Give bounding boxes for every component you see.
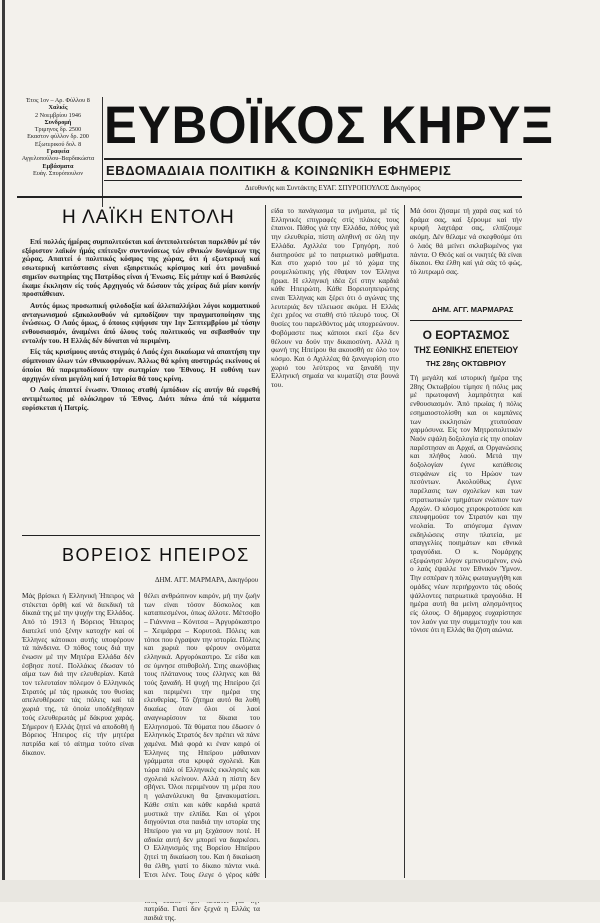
celebration-body (410, 374, 522, 877)
side-article-text: Μά όσοι ζήσαμε τή χαρά σας καί τό δράμα σας, καί ξέρουμε καί τήν κρυφή λαχτάρα σας, ελπίζουμε ακόμη. Δέν θέλαμε νά σκεφθούμε ότι ό λαός θά μείνει σκλαβωμένος για πάντα. Ο Θεός καί οι νικητές θά είναι δίκαιοι. Θα έλθη καί γιά σάς τό φώς, τό λυτρωμό σας. (410, 206, 522, 276)
city: Χαλκίς (48, 104, 68, 112)
main-article-paragraph: Είς τάς κρισίμους αυτάς στιγμάς ό Λαός έχει δικαίωμα νά απαιτήση την σύμπνοιαν όλων τών εθνικοφρόνων. Άλλως θά κρίνη αυστηρώς εκείνους οί όποίοι θά παρεμποδίσουν την σωτηρίαν του Έθνους. Η ευθύνη των αρχηγών είναι μεγάλη καί ή Ιστορία θά τους κρίνη. (22, 347, 260, 383)
masthead-title: ΕΥΒΟΪΚΟΣ ΚΗΡΥΞ (104, 96, 555, 155)
side-article-signature: ΔΗΜ. ΑΓΓ. ΜΑΡΜΑΡΑΣ (432, 305, 514, 314)
celebration-title-line1: Ο ΕΟΡΤΑΣΜΟΣ (422, 328, 510, 342)
section-divider (22, 535, 260, 536)
epirus-column-3 (271, 207, 399, 877)
editor-line: Διευθυνής και Συντάκτης ΕΥΑΓ. ΣΠΥΡΟΠΟΥΛΟΣ Δικηγόρος (245, 184, 421, 192)
remittances-name: Ευάγ. Σπυρόπουλον (32, 169, 84, 177)
header-bottom-rule (17, 196, 522, 198)
masthead-subtitle: ΕΒΔΟΜΑΔΙΑΙΑ ΠΟΛΙΤΙΚΗ & ΚΟΙΝΩΝΙΚΗ ΕΦΗΜΕΡΙΣ (106, 163, 452, 178)
subtitle-rule (104, 180, 522, 181)
main-article-paragraph: Επί πολλάς ήμέρας συμπολιτεύεται καί άντιπολιτεύεται παρελθόν μέ τόν εξόριστον λαϊκόν ήμάς επίτευξιν συντονίσεως τών εθνικών δυνάμεων της χώρας. Απαιτεί ό πολιτικός κόσμος της χώρας, ότι ή εξωτερική καί εσωτερική κατάστασις είναι εξαιρετικώς κρίσιμος καί ότι μοναδικό σημεϊον σωτηρίας της Πατρίδος είναι ή Ένωσις. Είς μάτην καί ό Βασιλεύς έκαμε έκκλησιν είς τούς Αρχηγούς νά δώσουν τάς χείρας διά μίαν κοινήν προσπάθειαν. (22, 237, 260, 299)
celebration-title-line2: ΤΗΣ ΕΘΝΙΚΗΣ ΕΠΕΤΕΙΟΥ (413, 345, 519, 355)
masthead-rule (104, 158, 522, 160)
main-article-paragraph: Ο Λαός άπαιτεί ένωσιν. Όποιος σταθή έμπόδιον είς αυτήν θά ευρεθή αντιμέτωπος μέ ολόκληρον τό Έθνος. Διότι πάνω άπό τά κόμματα ευρίσκεται ή Πατρίς. (22, 385, 260, 412)
column-rule (139, 592, 140, 878)
epirus-column-1-text: Μάς βρίσκει ή Ελληνική Ήπειρος νά στέκεται όρθή καί νά διεκδική τά δίκαιά της μέ την ψυχήν της Ελλάδος. Από τό 1913 ή Βόρειος Ήπειρος διατελεί υπό ξένην κατοχήν καί οί Έλληνες κάτοικοι αυτής υποφέρουν τά πάνδεινα. Ο πόθος τους διά την ένωσιν μέ την Μητέρα Ελλάδα δέν έσβησε ποτέ. Πολλάκις έδωσαν τό αίμα των διά την ελευθερίαν. Κατά τον τελευταίον πόλεμον ό Ελληνικός Στρατός μέ τάς ηρωικάς του θυσίας απελευθέρωσε τάς πόλεις καί τά χωριά της, τά όποία υποδέχθησαν τούς ελευθερωτάς μέ δάκρυα χαράς. Σήμερον ή Ελλάς ζητεί νά αποδοθή ή Βόρειος Ήπειρος είς τήν μητέρα πατρίδα καί τό αίτημα τούτο είναι δίκαιον. (22, 591, 134, 757)
epirus-column-3-text: είδα το πανάγιασμα τα μνήματα, μέ τίς Ελληνικές επιγραφές στίς πλάκες τους έπαινοι. Πάθος γιά την Ελλάδα, πόθος γιά την ελευθερία, πίστη αληθινή σε όλη την Ελλάδα. Αχιλλέα του Γρηγόρη, πού διατηρούσε μέ το πατριωτικό μαθήματα. Και στο χωριό του μέ τό χώμα της ρουμελιώτικης γής έθαψαν τον Έλληνα ήρωα. Η ελληνική ιδέα ζεί στην καρδιά κάθε Ηπειρώτη. Κάθε Βορειοηπειρώτης ειναι Έλληνας και ξέρει ότι ό αγώνας της λευτεριάς δεν τέλειωσε ακόμα. Η Ελλάς έχει χρέος να σταθή στό πλευρό τους. Οί θυσίες του παρελθόντος μάς υποχρεώνουν. Φοβόμαστε πως κάποιοι εκεί έξω δεν θέλουν να δούν την δικαιοσύνη. Αλλά η φωνή της Ηπείρου θα ακουσθή σε όλο τον κόσμο. Και ό Αχιλλέας θά ξαναγυρίση στο χωριό του λεύτερος να ξαναδή την Ελληνική σημαία να κυματίζη στα βουνά του. (271, 206, 399, 390)
celebration-text: Τή μεγάλη καί ιστορική ήμέρα της 28ης Οκτωβρίου τίμησε ή πόλις μας μέ πρωτοφανή λαμπρότητα καί ενθουσιασμόν. Άπό πρωίας ή πόλις εσημαιοστολίσθη και οι καμπάνες των εκκλησιών χτυπούσαν χαρμόσυνα. Είς τον Μητροπολιτικόν Ναόν εψάλη δοξολογία είς την οποίαν παρέστησαν αι Αρχαί, αι Οργανώσεις και πλήθος λαού. Μετά την δοξολογίαν έγινε κατάθεσις στεφάνων είς το Ηρώον των πεσόντων. Ακολούθως έγινε παρέλασις των σχολείων και των στρατιωτικών τμημάτων ενώπιον των Αρχών. Ο κόσμος χειροκροτούσε και επευφημούσε τον Στρατόν και την νεολαία. Το απόγευμα έγιναν εκδηλώσεις στην πλατεία, με απαγγελίες ποιημάτων και εθνικά τραγούδια. Ο κ. Νομάρχης εξεφώνησε λόγον εμπνευσμένον, ενώ ο λαός έψαλλε τον Εθνικόν Ύμνον. Την εσπέραν η πόλις φωταγωγήθη και ομάδες νέων περιήρχοντο τάς οδούς ψάλλοντες πατριωτικά τραγούδια. Η ημέρα αυτή θα μείνη αλησμόνητος είς όλους. Ο δήμαρχος ευχαρίστησε τον λαόν για την συμμετοχήν του και τόνισε ότι η Ελλάς θα ζήση αιώνια. (410, 373, 522, 635)
subscription-quarterly: Τριμηνος δρ. 2500 (34, 126, 82, 134)
column-rule (404, 205, 405, 878)
info-box (17, 97, 103, 207)
side-article-body (410, 207, 522, 297)
offices-label: Γραφεία (46, 148, 70, 156)
main-article-body (22, 238, 260, 528)
epirus-column-2-text: θέλει ανθρώπινον καιρόν, μή την ζωήν των είναι τόσον δύσκολος και καταπιεσμένοι, όπως άλλοτε. Μέτσοβο – Γιάννινα – Κόνιτσα – Άργυρόκαστρο – Χειμάρρα – Κορυτσά. Πόλεις και τόποι που έγραψαν την ιστορία. Πόλεις και χωριά που φέρουν ονόματα ελληνικά. Αργυρόκαστρο. Σε είδα και σε ύμνησε σπιθοβολή. Στης αιωνόβιας τους πλάτανους τους έλληνες και θά τούς ξαναδή. Η ψυχή της Ηπείρου ζεί και περιμένει την ημέρα της ελευθερίας. Τό ζήτημα αυτό θα λυθή δικαίως όταν όλοι οί λαοί αναγνωρίσουν τα δίκαια του Ελληνισμού. Τά θύματα που έδωσεν ό Ελληνικός Στρατός δεν πρέπει νά πάνε χαμένα. (144, 591, 260, 748)
celebration-title-line3: ΤΗΣ 28ης ΟΚΤΩΒΡΙΟΥ (425, 359, 507, 368)
subscription-abroad: Εξωτερικού δολ. 8 (34, 140, 82, 148)
epirus-column-4-text: Μιά φορά κι έναν καιρό οί Έλληνες της Ηπείρου μάθαιναν γράμματα στα κρυφά σχολειά. Και τώρα πάλι οί Ελληνικές εκκλησιές και σχολειά κλείνουν. Αλλά η πίστη δεν σβήνει. Όλοι περιμένουν τη μέρα που η γαλανόλευκη θα ξανακυματίσει. Κάθε σπίτι και κάθε καρδιά κρατά μυστικά την ελπίδα. Και οί γέροι διηγούνται στα παιδιά την ιστορία της Ηπείρου για να μη ξεχάσουν ποτέ. Η αδικία αυτή δεν μπορεί να διαρκέσει. Ο Ελληνισμός της Βορείου Ηπείρου ζητεί τη δικαίωση του. Και ή δικαίωση θα έλθη, γιατί το δίκαιο πάντα νικά. Έτσι λένε. Τους έλεγε ό γέρος κάθε πατρίδα. Γιατί δεν ξεχνά η Ελλάς τα παιδιά της. (144, 738, 260, 923)
epirus-byline: ΔΗΜ. ΑΓΓ. ΜΑΡΜΑΡΑ, Δικηγόρου (155, 576, 259, 584)
section-divider (410, 320, 522, 321)
year-issue: Έτος 1ον – Αρ. Φύλλου 8 (26, 97, 90, 104)
page-bottom-margin (0, 880, 600, 902)
subscription-single: Εκαστον φύλλον δρ. 200 (27, 133, 89, 141)
subscription-label: Συνδρομή (44, 118, 72, 126)
page-edge-shadow (2, 0, 5, 902)
offices-address: Αγγελοπούλου–Βαρδακώστα (21, 155, 95, 163)
epirus-column-2 (144, 591, 260, 923)
main-article-headline: Η ΛΑΪΚΗ ΕΝΤΟΛΗ (62, 207, 235, 228)
remittances-label: Εμβάσματα (42, 162, 74, 170)
column-rule (265, 205, 266, 878)
issue-date: 2 Νοεμβρίου 1946 (34, 111, 82, 119)
main-article-paragraph: Αυτός όμως προσωπική φιλοδοξία καί άλλεπαλλήλοι λόγοι κομματικού ανταγωνισμού εξακολουθούν νά εμποδίζουν την πραγματοποίησιν της ένώσεως. Ο Λαός όμως, ό όποιος εψήφισε την 1ην Σεπτεμβρίου μέ τόσην ενθουσιασμόν, άναμένει άπό όλους τούς πολιτικούς να σεβασθούν την εντολήν του. Η Ελλάς δέν δύναται νά περιμένη. (22, 300, 260, 345)
epirus-column-1 (22, 592, 134, 878)
epirus-headline: ΒΟΡΕΙΟΣ ΗΠΕΙΡΟΣ (62, 545, 250, 565)
